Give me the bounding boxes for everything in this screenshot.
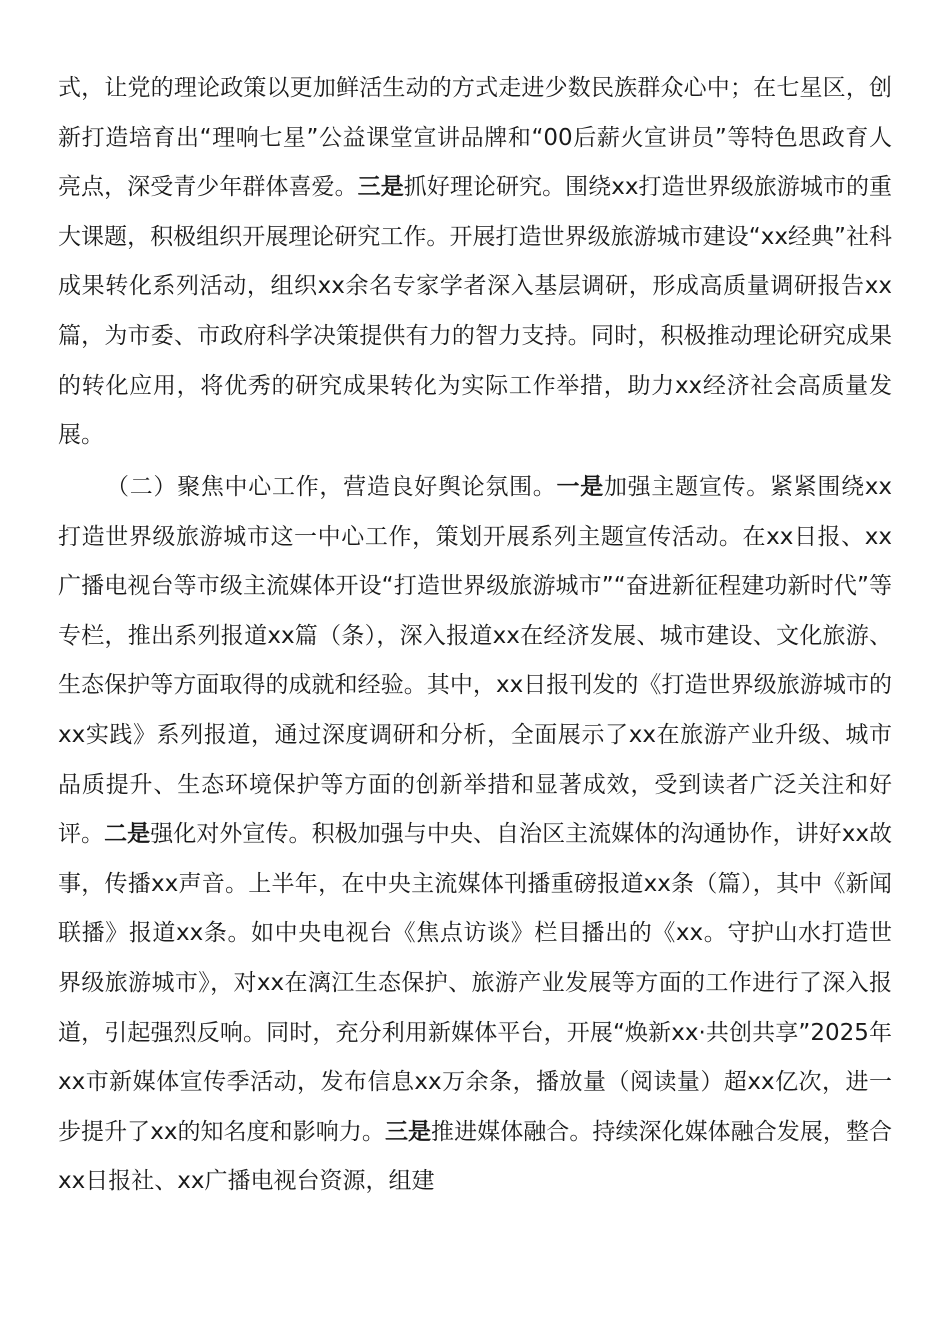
bold-lead-er-shi: 二是 [104,821,151,848]
bold-lead-san-shi: 三是 [384,1118,432,1145]
text-segment: 强化对外宣传。积极加强与中央、自治区主流媒体的沟通协作，讲好xx故事，传播xx声音。上半年，在中央主流媒体刊播重磅报道xx条（篇），其中《新闻联播》报道xx条。如中央电视台《焦点访谈》栏目播出的《xx。守护山水打造世界级旅游城市》，对xx在漓江生态保护、旅游产业发展等方面的工作进行了深入报道，引起强烈反响。同时，充分利用新媒体平台，开展“焕新xx·共创共享”2025年xx市新媒体宣传季活动，发布信息xx万余条，播放量（阅读量）超xx亿次，进一步提升了xx的知名度和影响力。 [58,821,893,1145]
bold-lead-yi-shi: 一是 [556,474,604,500]
paragraph-focus-central-work [58,463,892,1207]
text-segment: 抓好理论研究。围绕xx打造世界级旅游城市的重大课题，积极组织开展理论研究工作。开展打造世界级旅游城市建设“xx经典”社科成果转化系列活动，组织xx余名专家学者深入基层调研，形成高质量调研报告xx篇，为市委、市政府科学决策提供有力的智力支持。同时，积极推动理论研究成果的转化应用，将优秀的研究成果转化为实际工作举措，助力xx经济社会高质量发展。 [58,174,892,449]
text-segment: 推进媒体融合。持续深化媒体融合发展，整合xx日报社、xx广播电视台资源，组建 [58,1118,893,1195]
section-heading-er: （二）聚焦中心工作，营造良好舆论氛围。 [106,474,557,500]
text-segment: 式，让党的理论政策以更加鲜活生动的方式走进少数民族群众心中；在七星区，创新打造培育出“理响七星”公益课堂宣讲品牌和“00后薪火宣讲员”等特色思政育人亮点，深受青少年群体喜爱。 [58,75,892,201]
paragraph-theory-research [58,64,892,461]
bold-lead-san-shi: 三是 [357,174,404,201]
text-segment: 加强主题宣传。紧紧围绕xx打造世界级旅游城市这一中心工作，策划开展系列主题宣传活动。在xx日报、xx广播电视台等市级主流媒体开设“打造世界级旅游城市”“奋进新征程建功新时代”等专栏，推出系列报道xx篇（条），深入报道xx在经济发展、城市建设、文化旅游、生态保护等方面取得的成就和经验。其中，xx日报刊发的《打造世界级旅游城市的xx实践》系列报道，通过深度调研和分析，全面展示了xx在旅游产业升级、城市品质提升、生态环境保护等方面的创新举措和显著成效，受到读者广泛关注和好评。 [58,474,893,848]
